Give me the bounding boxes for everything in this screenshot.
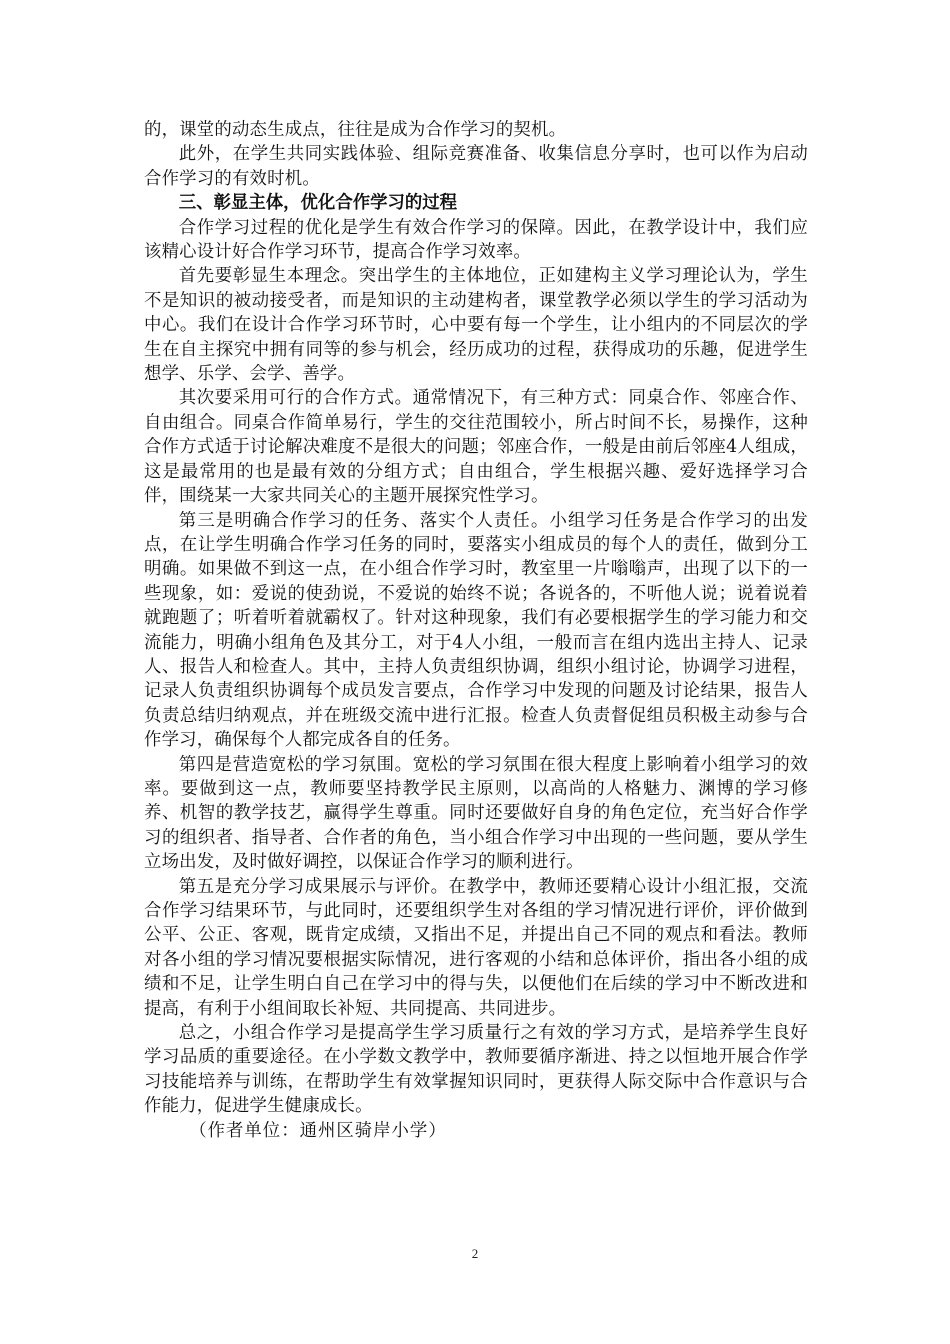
paragraph-third: 第三是明确合作学习的任务、落实个人责任。小组学习任务是合作学习的出发点，在让学生明确合作学习任务的同时，要落实小组成员的每个人的责任，做到分工明确。如果做不到这一点，在小组合作学习时，教室里一片嗡嗡声，出现了以下的一些现象，如：爱说的使劲说，不爱说的始终不说；各说各的，不听他人说；说着说着就跑题了；听着听着就霸权了。针对这种现象，我们有必要根据学生的学习能力和交流能力，明确小组角色及其分工，对于4人小组，一般而言在组内选出主持人、记录人、报告人和检查人。其中，主持人负责组织协调，组织小组讨论，协调学习进程，记录人负责组织协调每个成员发言要点，合作学习中发现的问题及讨论结果，报告人负责总结归纳观点，并在班级交流中进行汇报。检查人负责督促组员积极主动参与合作学习，确保每个人都完成各自的任务。: [144, 510, 808, 751]
page-number: 2: [471, 1246, 479, 1261]
paragraph-continued: 的，课堂的动态生成点，往往是成为合作学习的契机。: [144, 120, 567, 140]
section-heading: 三、彰显主体，优化合作学习的过程: [178, 193, 458, 214]
paragraph-timing: 此外，在学生共同实践体验、组际竞赛准备、收集信息分享时，也可以作为启动合作学习的有效时机。: [144, 144, 808, 189]
paragraph-second: 其次要采用可行的合作方式。通常情况下，有三种方式：同桌合作、邻座合作、自由组合。同桌合作简单易行，学生的交往范围较小，所占时间不长，易操作，这种合作方式适于讨论解决难度不是很大的问题；邻座合作，一般是由前后邻座4人组成，这是最常用的也是最有效的分组方式；自由组合，学生根据兴趣、爱好选择学习合伴，围绕某一大家共同关心的主题开展探究性学习。: [144, 388, 808, 507]
paragraph-fifth: 第五是充分学习成果展示与评价。在教学中，教师还要精心设计小组汇报，交流合作学习结果环节，与此同时，还要组织学生对各组的学习情况进行评价，评价做到公平、公正、客观，既肯定成绩，又指出不足，并提出自己不同的观点和看法。教师对各小组的学习情况要根据实际情况，进行客观的小结和总体评价，指出各小组的成绩和不足，让学生明白自己在学习中的得与失，以便他们在后续的学习中不断改进和提高，有利于小组间取长补短、共同提高、共同进步。: [144, 876, 808, 1019]
paragraph-intro: 合作学习过程的优化是学生有效合作学习的保障。因此，在教学设计中，我们应该精心设计好合作学习环节，提高合作学习效率。: [144, 217, 808, 263]
paragraph-conclusion: 总之，小组合作学习是提高学生学习质量行之有效的学习方式，是培养学生良好学习品质的重要途径。在小学数文教学中，教师要循序渐进、持之以恒地开展合作学习技能培养与训练，在帮助学生有效掌握知识同时，更获得人际交际中合作意识与合作能力，促进学生健康成长。: [144, 1023, 808, 1117]
paragraph-fourth: 第四是营造宽松的学习氛围。宽松的学习氛围在很大程度上影响着小组学习的效率。要做到这一点，教师要坚持教学民主原则，以高尚的人格魅力、渊博的学习修养、机智的教学技艺，赢得学生尊重。同时还要做好自身的角色定位，充当好合作学习的组织者、指导者、合作者的角色，当小组合作学习中出现的一些问题，要从学生立场出发，及时做好调控，以保证合作学习的顺利进行。: [144, 754, 808, 873]
author-note: （作者单位：通州区骑岸小学）: [189, 1120, 447, 1141]
paragraph-first: 首先要彰显生本理念。突出学生的主体地位，正如建构主义学习理论认为，学生不是知识的被动接受者，而是知识的主动建构者，课堂教学必须以学生的学习活动为中心。我们在设计合作学习环节时，心中要有每一个学生，让小组内的不同层次的学生在自主探究中拥有同等的参与机会，经历成功的过程，获得成功的乐趣，促进学生想学、乐学、会学、善学。: [144, 266, 808, 385]
document-page: [144, 118, 808, 1143]
